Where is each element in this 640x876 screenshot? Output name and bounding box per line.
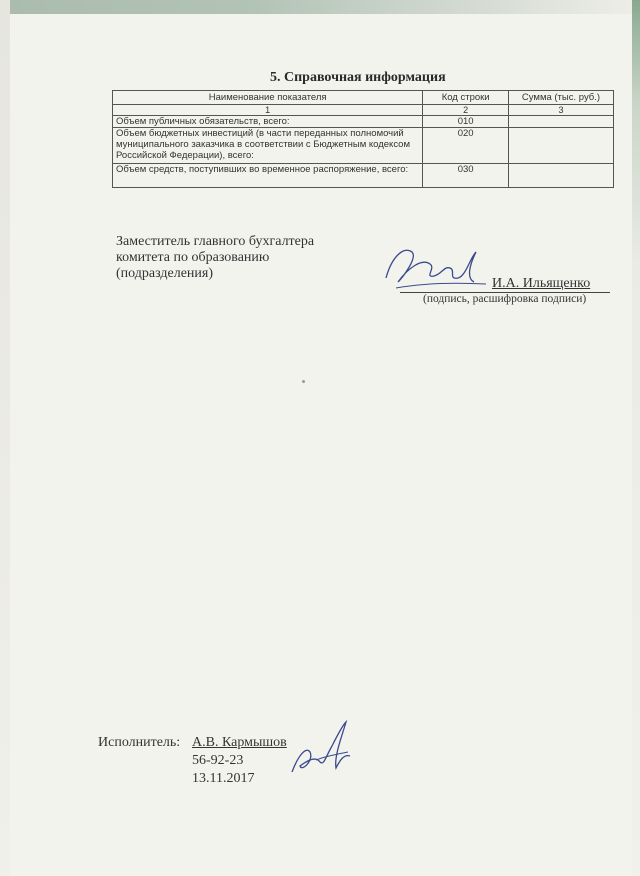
row-name: Объем публичных обязательств, всего:: [113, 116, 423, 128]
signature-caption: (подпись, расшифровка подписи): [423, 293, 587, 305]
section-title: 5. Справочная информация: [270, 70, 446, 85]
row-code: 030: [423, 164, 509, 188]
row-amount: [508, 116, 613, 128]
row-code: 010: [423, 116, 509, 128]
signer-name: И.А. Ильященко: [492, 276, 591, 291]
reference-table: [112, 90, 614, 188]
column-number: 2: [423, 105, 509, 116]
executor-date: 13.11.2017: [192, 771, 255, 786]
scan-edge-top: [0, 0, 640, 14]
scan-edge-left: [0, 0, 10, 876]
table-column-numbers-row: [113, 105, 614, 116]
column-number: 3: [508, 105, 613, 116]
table-row: [113, 116, 614, 128]
executor-signature-mark: [286, 716, 356, 786]
header-amount: Сумма (тыс. руб.): [508, 91, 613, 105]
column-number: 1: [113, 105, 423, 116]
executor-label: Исполнитель:: [98, 735, 181, 750]
scan-speck: [302, 380, 305, 383]
signer-title: [116, 234, 314, 282]
signature-mark: [378, 238, 498, 298]
signer-title-line: комитета по образованию: [116, 250, 270, 265]
executor-phone: 56-92-23: [192, 753, 244, 768]
row-amount: [508, 128, 613, 164]
table-row: [113, 128, 614, 164]
row-amount: [508, 164, 613, 188]
executor-name: А.В. Кармышов: [192, 735, 287, 750]
signer-title-line: Заместитель главного бухгалтера: [116, 234, 315, 249]
header-line-code: Код строки: [423, 91, 509, 105]
scan-edge-right: [632, 0, 640, 876]
row-code: 020: [423, 128, 509, 164]
header-indicator-name: Наименование показателя: [113, 91, 423, 105]
table-row: [113, 164, 614, 188]
signer-title-line: (подразделения): [116, 266, 213, 281]
row-name: Объем средств, поступивших во временное распоряжение, всего:: [113, 164, 423, 188]
row-name: Объем бюджетных инвестиций (в части переданных полномочий муниципального заказчика в соответствии с Бюджетным кодексом Российской Федерации), всего:: [113, 128, 423, 164]
table-header-row: [113, 91, 614, 105]
